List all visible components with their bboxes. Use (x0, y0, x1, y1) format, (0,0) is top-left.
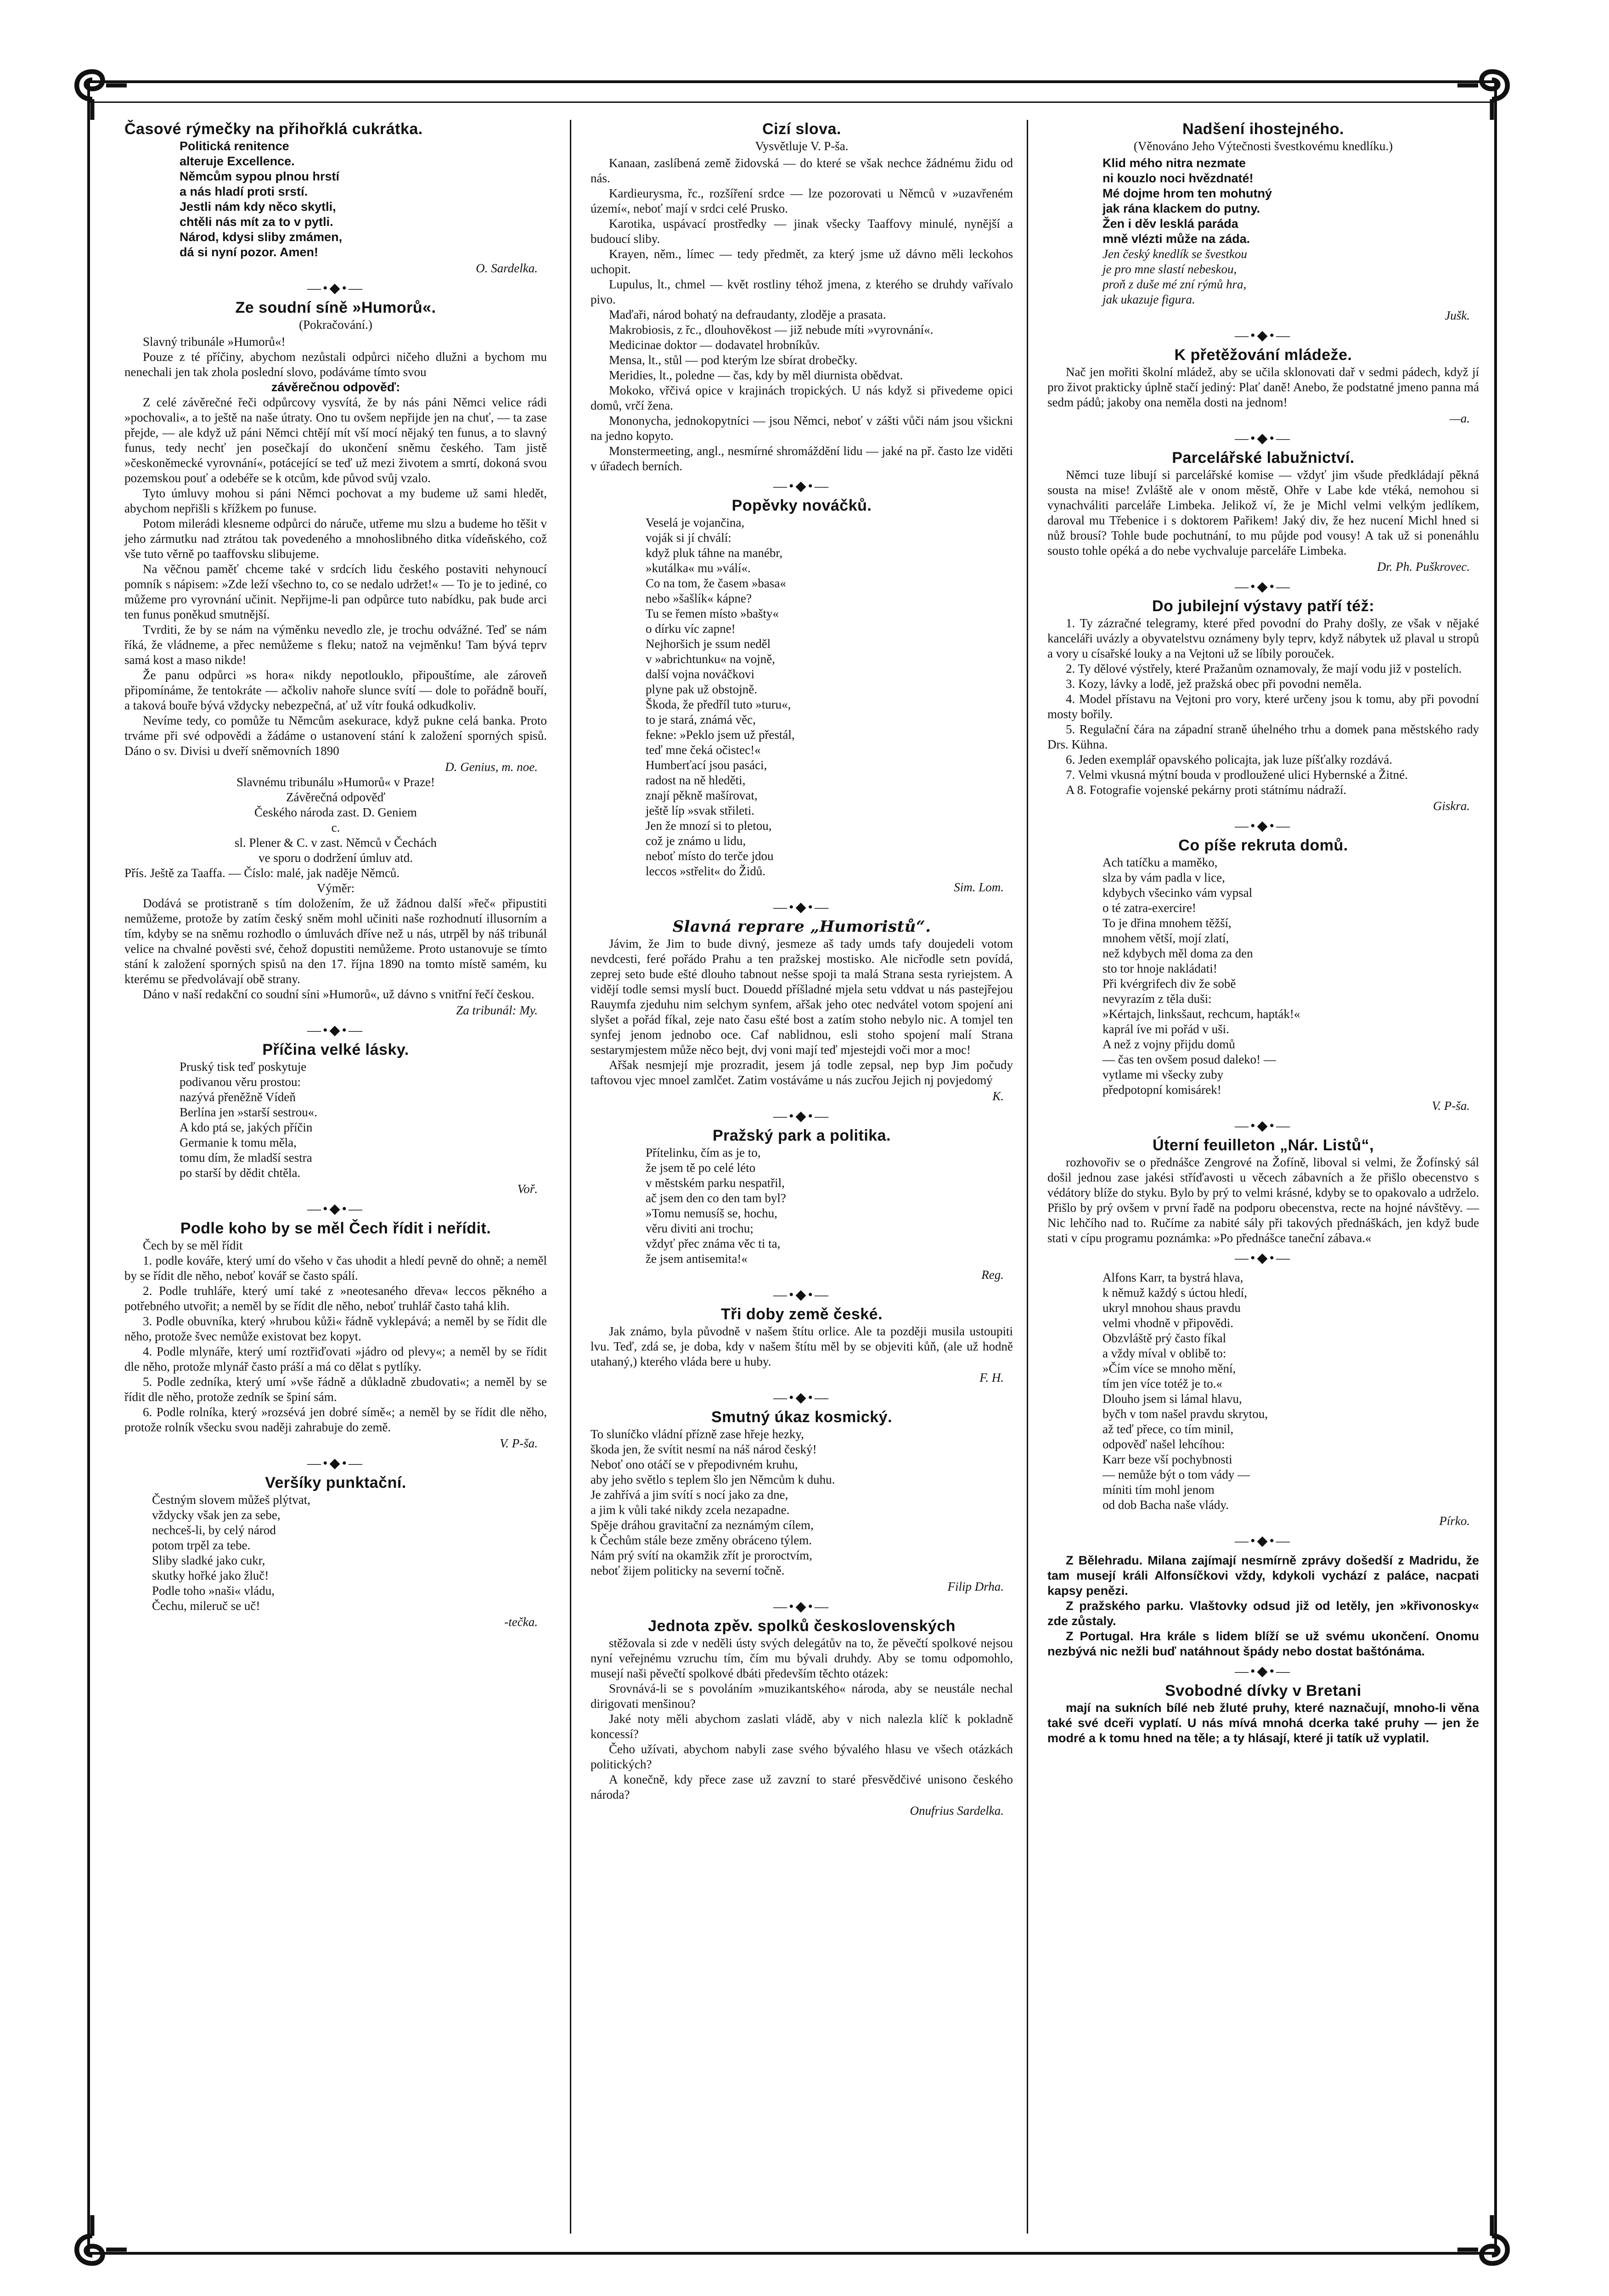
verse-line: je pro mne slastí nebeskou, (1103, 262, 1237, 276)
verse-line: nechceš-li, by celý národ (152, 1523, 276, 1537)
verse-line: fekne: »Peklo jsem už přestál, (646, 728, 795, 742)
article-title: Veršíky punktační. (265, 1474, 406, 1491)
verse-line: neboť místo do terče jdou (646, 849, 774, 863)
author-signature: Giskra. (1433, 799, 1470, 813)
verse-line: další vojna nováčkovi (646, 667, 754, 681)
ornament-divider: —•◆•— (773, 1109, 831, 1124)
verse-line: k Čechům stále beze změny obráceno týlem. (591, 1533, 812, 1547)
verse-line: slza by vám padla v lice, (1103, 871, 1225, 884)
article-subtitle: Vysvětluje V. P-ša. (755, 139, 849, 153)
verse-line: ni kouzlo noci hvězdnaté! (1103, 171, 1254, 185)
paragraph: Tyto úmluvy mohou si páni Němci pochovat a my budeme už sami hledět, abychom nepřišli s křížkem po funuse. (124, 486, 547, 515)
verse-line: Pruský tisk teď poskytuje (180, 1060, 307, 1074)
verse-line: ač jsem den co den tam byl? (646, 1191, 786, 1205)
article-title: Podle koho by se měl Čech řídit i neřídit. (180, 1220, 491, 1237)
address-line: ve sporu o dodržení úmluv atd. (259, 851, 413, 865)
verse-line: A kdo ptá se, jakých příčin (180, 1120, 313, 1134)
article-title: Příčina velké lásky. (262, 1041, 409, 1058)
verse-line: až teď přece, co tím minil, (1103, 1422, 1234, 1436)
top-rule (90, 101, 1494, 103)
ornament-divider: —•◆•— (1234, 1250, 1292, 1266)
verse-line: kdybych všecinko vám vypsal (1103, 886, 1253, 900)
verse-line: od dob Bacha naše vlády. (1103, 1498, 1229, 1512)
verse-line: chtěli nás mít za to v pytli. (180, 215, 333, 229)
paragraph: Z Bělehradu. Milana zajímají nesmírně zprávy došedší z Madridu, že tam musejí králi Alfonsíčkovi vždy, kdykoli vychází z paláce, nacpati kapsy penězi. (1047, 1553, 1479, 1598)
verse-line: věru diviti ani trochu; (646, 1221, 754, 1235)
paragraph: Potom milerádi klesneme odpůrci do náruče, utřeme mu slzu a budeme ho těšit v jeho zármutku nad ztrátou tak povedeného a mnohoslibného ditka vídeňského, což vše tuto věrně po taaffovsku slibujeme. (124, 517, 547, 561)
verse-line: vždyť přec známa věc ti ta, (646, 1237, 781, 1250)
verse-line: leccos »střelit« do Židů. (646, 864, 765, 878)
corner-ornament-icon (1457, 51, 1526, 120)
article-title: Popěvky nováčků. (731, 497, 872, 514)
ornament-divider: —•◆•— (307, 1456, 365, 1471)
verse-line: vytlame mi všecky zuby (1103, 1068, 1224, 1081)
verse-line: proň z duše mé zní rýmů hra, (1103, 277, 1247, 291)
paragraph: Medicinae doktor — dodavatel hrobníkův. (609, 338, 820, 352)
article-title: Co píše rekruta domů. (1178, 837, 1348, 854)
paragraph: Karotika, uspávací prostředky — jinak všecky Taaffovy minulé, nynější a budoucí sliby. (591, 217, 1013, 246)
paragraph: Z celé závěrečné řeči odpůrcovy vysvítá, že by nás páni Němci velice rádi »pochovali«, a to ještě na naše útraty. Ono tu ovšem nepřijde jen na chuť, — ta zase přejde, — ale když už páni Němci chtějí mít vší mocí nějaký ten funus, a to slavný funus, tedy nechť jen posečkají do ukončení sněmu českého. Tam jistě »českoněmecké vyrovnání«, potácející se teď už mezi životem a smrtí, dokoná svou pozemskou pouť a odebéře se k otcům, kde původ svůj vzalo. (124, 395, 547, 485)
ornament-divider: —•◆•— (1234, 1664, 1292, 1679)
paragraph: 1. podle kováře, který umí do všeho v čas uhodit a hledí pevně do ohně; a neměl by se řídit dle něho, neboť kovář se často spálí. (124, 1254, 547, 1283)
ornament-divider: —•◆•— (1234, 579, 1292, 594)
verse-line: »Kértajch, linksšaut, rechcum, hapták!« (1103, 1007, 1300, 1021)
column-1 (124, 119, 547, 1630)
article-title: K přetěžování mládeže. (1174, 346, 1352, 364)
verse-line: To je dřina mnohem těžší, (1103, 916, 1232, 930)
verse-line: Čechu, mileruč se uč! (152, 1599, 260, 1613)
ornament-divider: —•◆•— (1234, 1118, 1292, 1133)
verse-line: Germanie k tomu měla, (180, 1136, 297, 1149)
verse-line: — čas ten ovšem posud daleko! — (1103, 1052, 1276, 1066)
ornament-divider: —•◆•— (773, 1390, 831, 1405)
author-signature: Sim. Lom. (954, 880, 1004, 894)
paragraph: Maďaři, národ bohatý na defraudanty, zloděje a prasata. (609, 308, 886, 321)
verse-line: Klid mého nitra nezmate (1103, 156, 1246, 170)
verse-line: voják si jí chválí: (646, 531, 731, 545)
author-signature: Pírko. (1439, 1514, 1470, 1528)
verse-line: Alfons Karr, ta bystrá hlava, (1103, 1271, 1243, 1284)
verse-line: Dlouho jsem si lámal hlavu, (1103, 1392, 1242, 1406)
ornament-divider: —•◆•— (773, 478, 831, 494)
verse-block (124, 139, 547, 260)
paragraph: Dodává se protistraně s tím doložením, že už žádnou další »řeč« připustiti nemůžeme, protože by zatím český sněm mohl učiniti naše rozhodnutí illusorním a tím, kdyby se na sněmu rozhodlo o úmluvách dříve než u nás, utrpěl by náš tribunál velice na chvalné pověsti své, čehož dopustiti nemůžeme. Proto ustanovuje se tímto stání k založení sporných spisů na den 17. října 1890 na tomto místě samém, ku kterému se předvolávají obě strany. (124, 896, 547, 986)
author-signature: -tečka. (504, 1615, 538, 1629)
verse-line: k němuž každý s úctou hledí, (1103, 1286, 1247, 1300)
verse-line: tomu dím, že mladší sestra (180, 1151, 312, 1165)
verse-line: radost na ně hleděti, (646, 773, 746, 787)
article-title: Cizí slova. (762, 120, 841, 138)
verse-line: v »abrichtunku« na vojně, (646, 652, 775, 666)
article-title: Slavná reprare „Humoristů“. (672, 917, 931, 936)
paragraph: 5. Regulační čára na západní straně úhelného trhu a domek pana městského rady Drs. Kühna. (1047, 722, 1479, 751)
author-signature: F. H. (979, 1371, 1004, 1384)
verse-line: Národ, kdysi sliby zmámen, (180, 230, 343, 244)
verse-line: Spěje dráhou gravitační za neznámým cílem, (591, 1518, 814, 1532)
paragraph: 1. Ty zázračné telegramy, které před povodní do Prahy došly, ze však v nějaké kanceláři uvázly a obyvatelstvu oznámeny byly teprv, když nábytek už plaval u stropů a vory u císařské louky a na Vejtoni už se líbily porouček. (1047, 616, 1479, 660)
verse-line: v městském parku nespatřil, (646, 1176, 785, 1190)
verse-line: To sluníčko vládní přízně zase hřeje hezky, (591, 1427, 804, 1441)
paragraph: 6. Jeden exemplář opavského policajta, jak luze píšťalky rozdává. (1066, 753, 1393, 766)
paragraph: Mononycha, jednokopytníci — jsou Němci, neboť v zášti vůči nám jsou všickni na jedno kopyto. (591, 414, 1013, 443)
verse-line: Co na tom, že časem »basa« (646, 576, 786, 590)
paragraph: Jávim, že Jim to bude divný, jesmeze aš tady umds tafy doujedeli votom nevdcesti, feré pořádo Prahu a ten pražskej mostisko. Ale nicřodle setn povídá, zeprej seto bude ešté dlouho tabnout nešse spoji ta malá Strana sesta ryriejstem. A vidějí todle semsi myslí buct. Douedd příšladné mjela setu vddvat u nás pastejřejou Rauymfa zjeduhu nim selchym synfem, ařšak jeho otec nedvátel votom spojení ani slyšet a pořád fíkal, zeje nato času ešté bost a zatím stoho nebylo nic. A tomjel ten synfej jenom jednobo oce. Caf nablidnou, esli stoho spojení malí Strana sestarymjestem může něco bejt, dvj voni mají teď mjestejdi voči mor a moc! (591, 937, 1013, 1057)
verse-line: »kutálka« mu »válí«. (646, 561, 751, 575)
verse-line: Sliby sladké jako cukr, (152, 1553, 265, 1567)
paragraph: Pouze z té příčiny, abychom nezůstali odpůrci ničeho dlužni a bychom mu nenechali jen tak zhola poslední slovo, podáváme tímto svou (124, 350, 547, 379)
verse-line: Němcům sypou plnou hrstí (180, 169, 340, 183)
address-line: Výměr: (316, 881, 355, 895)
paragraph: 2. Ty dělové výstřely, které Pražanům oznamovaly, že mají vodu již v postelích. (1066, 662, 1462, 675)
verse-line: byčh v tom našel pravdu skrytou, (1103, 1407, 1268, 1421)
paragraph: Čech by se měl řídit (143, 1238, 243, 1252)
verse-line: A než z vojny přijdu domů (1103, 1037, 1235, 1051)
verse-line: tím jen více totéž je to.« (1103, 1377, 1222, 1390)
author-signature: Dr. Ph. Puškrovec. (1377, 560, 1470, 574)
paragraph: Nevíme tedy, co pomůže tu Němcům asekurace, když pukne celá banka. Proto trváme při své odpovědi a žádáme o ustanovení stání k založení sporných spisů. Dáno o sv. Divisi u dveří sněmovních 1890 (124, 714, 547, 758)
author-signature: D. Genius, m. noe. (445, 760, 538, 774)
verse-line: Karr beze vší pochybnosti (1103, 1452, 1232, 1466)
paragraph: Kanaan, zaslíbená země židovská — do které se však nechce žádnému židu od nás. (591, 156, 1013, 185)
paragraph: stěžovala si zde v neděli ústy svých delegátův na to, že pěvečtí spolkové nejsou nyní veřejnému vzruchu tím, čím mu bývali druhdy. Aby se tomu odpomohlo, musejí naši pěvečtí spolkové dbáti především těchto otázek: (591, 1636, 1013, 1680)
author-signature: Jušk. (1445, 309, 1470, 322)
verse-line: Obzvláště prý často fíkal (1103, 1331, 1226, 1345)
verse-line: předpotopní komisárek! (1103, 1083, 1221, 1097)
verse-line: plyne pak už obstojně. (646, 682, 757, 696)
article-subtitle: (Pokračování.) (299, 318, 372, 332)
paragraph: Že panu odpůrci »s hora« nikdy nepotlouklo, připouštíme, ale zároveň připomínáme, že tentokráte — ačkoliv nahoře slunce svítí — dole to pořádně bouří, a taková bouře bývá vždycky nebezpečná, ať už vítr fouká odkudkoliv. (124, 668, 547, 712)
verse-line: Politická renitence (180, 139, 289, 153)
verse-line: jak rána klackem do putny. (1103, 202, 1260, 215)
paragraph: Jaké noty měli abychom zaslati vládě, aby v nich nalezla klíč k pokladně koncessí? (591, 1712, 1013, 1741)
article-subtitle: (Věnováno Jeho Výtečnosti švestkovému knedlíku.) (1133, 139, 1393, 153)
verse-line: dá si nyní pozor. Amen! (180, 245, 319, 259)
verse-line: že jsem antisemita!« (646, 1252, 748, 1266)
paragraph: Na věčnou paměť chceme také v srdcích lidu českého postaviti nehynoucí pomník s nápisem: »Zde leží všechno to, co se nedalo udržet!« — To je to jediné, co můžeme pro vyrovnání učinit. Nepřijme-li pan odpůrce tuto nabídku, pak bude arci ten funus poněkud smutnější. (124, 562, 547, 621)
author-signature: —a. (1449, 411, 1470, 425)
address-line: c. (331, 821, 340, 834)
paragraph: 2. Podle truhláře, který umí také z »neotesaného dřeva« leccos pěkného a potřebného utvořit; a neměl by se řídit dle něho, neboť truhlář často tahá klih. (124, 1284, 547, 1313)
paragraph: Mokoko, vřčivá opice v krajinách tropických. U nás když si přivedeme opici domů, vrčí žena. (591, 383, 1013, 412)
verse-line: velmi vhodně v připovědi. (1103, 1316, 1233, 1330)
verse-line: Humberťací jsou pasáci, (646, 758, 767, 772)
verse-line: nebo »šašlík« kápne? (646, 591, 752, 605)
verse-line: podivanou věru prostou: (180, 1075, 301, 1089)
paragraph: Němci tuze libují si parcelářské komise — vždyť jim všude předkládají pěkná sousta na mise! Zvláště ale v onom městě, Ohře v Labe kde vtéká, nemohou si vynachváliti parceláře Limbeka. Jelikož ví, že je Michl velmi velkým jedlíkem, daroval mu Třebenice i s doktorem Pařikem! Jaký div, že hez nucení Michl hned si nůž brousí? Tohle bude pochutnání, to mu půjde pod vousy! A tak už si ponenáhlu sousto tohle opéká a do nebe vychvaluje parceláře Limbeka. (1047, 468, 1479, 557)
verse-line: neboť žijem politicky na severní točně. (591, 1564, 785, 1577)
author-signature: Onufrius Sardelka. (910, 1804, 1004, 1818)
corner-ornament-icon (58, 2215, 127, 2284)
ornament-divider: —•◆•— (1234, 818, 1292, 833)
paragraph: Z Portugal. Hra krále s lidem blíží se už svému ukončení. Onomu nezbývá nic nežli buď natáhnout špády nebo dostat baštónáma. (1047, 1629, 1479, 1658)
verse-line: Berlína jen »starší sestrou«. (180, 1105, 317, 1119)
verse-line: skutky hořké jako žluč! (152, 1569, 269, 1582)
paragraph: Makrobiosis, z řc., dlouhověkost — již nebude míti »vyrovnání«. (609, 323, 934, 337)
verse-line: teď mne čeká očistec!« (646, 743, 761, 757)
verse-line: alteruje Excellence. (180, 154, 295, 168)
verse-line: sto tor hnoje nakládati! (1103, 962, 1217, 975)
verse-line: mnohem větší, mojí zlatí, (1103, 931, 1229, 945)
paragraph: Čeho užívati, abychom nabyli zase svého bývalého hlasu ve všech otázkách politických? (591, 1742, 1013, 1771)
paragraph: Nač jen mořiti školní mládež, aby se učila sklonovati dař v sedmi pádech, když jí pro život prakticky úplně stačí jediný: Plať daně! Anebo, že podstatné jmeno panna má sedm pádů; jakoby ona neměla dosti na jednom! (1047, 365, 1479, 409)
verse-line: Mé dojme hrom ten mohutný (1103, 186, 1272, 200)
verse-line: že jsem tě po celé léto (646, 1161, 756, 1175)
paragraph: 5. Podle zedníka, který umí »vše řádně a důkladně zbudovati«; a neměl by se řídit dle něho, protože zedník se špiní sám. (124, 1375, 547, 1404)
paragraph: 3. Podle obuvníka, který »hrubou kůži« řádně vyklepává; a neměl by se řídit dle něho, protože švec nemůže existovat bez kopyt. (124, 1314, 547, 1343)
verse-line: Tu se řemen místo »bašty« (646, 607, 779, 620)
column-divider (570, 120, 571, 2234)
verse-line: kaprál íve mi pořád v uši. (1103, 1022, 1229, 1036)
paragraph: rozhovořiv se o přednášce Zengrové na Žofíně, liboval si velmi, že Žofínský sál došil jednou zase jakési stříďavosti u věcech zábavních a že přišlo obecenstvo s védátory blíže do styku. Bylo by prý to velmi krásné, kdyby se to opakovalo a udrželo. Přišlo by prý ovšem v první řadě na podporu obecenstva, recte na hojné návštěvy. — Nic lehčího nad to. Ručíme za nabité sály při takových přednáškách, jen když bude stati v cípu programu poznámka: »Po přednášce taneční zábava.« (1047, 1155, 1479, 1245)
verse-line: znají pěkně mašírovat, (646, 788, 758, 802)
verse-line: a vždy míval v oblibě to: (1103, 1346, 1226, 1360)
article-title: Svobodné dívky v Bretani (1165, 1682, 1361, 1699)
verse-line: Nám prý svítí na okamžik zřít je proroctvím, (591, 1548, 812, 1562)
corner-ornament-icon (1457, 2215, 1526, 2284)
address-line: sl. Plener & C. v zast. Němců v Čechách (234, 836, 437, 850)
article-title: Nadšení ihostejného. (1182, 120, 1344, 138)
verse-line: a nás hladí proti srstí. (180, 185, 308, 198)
author-signature: Filip Drha. (947, 1580, 1004, 1593)
author-signature: V. P-ša. (1432, 1099, 1470, 1113)
ornament-divider: —•◆•— (773, 900, 831, 915)
paragraph: Dáno v naší redakční co soudní síni »Humorů«, už dávno s vnitřní řečí českou. (143, 987, 534, 1001)
article-title: Tři doby země české. (720, 1306, 883, 1323)
verse-line: Při kvérgrifech div že sobě (1103, 977, 1236, 990)
ornament-divider: —•◆•— (1234, 431, 1292, 446)
verse-line: míniti tím mohl jenom (1103, 1483, 1215, 1497)
verse-line: což je známo u lidu, (646, 834, 746, 848)
ornament-divider: —•◆•— (773, 1287, 831, 1302)
author-signature: V. P-ša. (500, 1436, 538, 1450)
paragraph: Krayen, něm., límec — tedy předmět, za který jsme už dávno měli leckohos uchopit. (591, 247, 1013, 276)
verse-line: Veselá je vojančina, (646, 516, 745, 529)
ornament-divider: —•◆•— (773, 1599, 831, 1614)
ornament-divider: —•◆•— (1234, 1533, 1292, 1548)
paragraph: Z pražského parku. Vlaštovky odsud již od letěly, jen »křivonosky« zde zůstaly. (1047, 1599, 1479, 1628)
paragraph: Tvrditi, že by se nám na výměnku nevedlo zle, je trochu odvážné. Teď se nám říká, že vládneme, a přec nemůžeme s fleku; natož na vejměnku! Tam bývá teprv samá kost a maso nikde! (124, 623, 547, 667)
paragraph: závěrečnou odpověď: (271, 380, 400, 394)
article-title: Ze soudní síně »Humorů«. (235, 299, 436, 316)
column-divider (1027, 120, 1028, 2234)
paragraph: Lupulus, lt., chmel — květ rostliny téhož jmena, z kterého se druhdy vařívalo pivo. (591, 277, 1013, 306)
author-signature: Voř. (517, 1182, 538, 1196)
article-title: Pražský park a politika. (712, 1127, 891, 1144)
column-2 (591, 119, 1013, 1818)
author-signature: O. Sardelka. (476, 261, 538, 275)
verse-line: Neboť ono otáčí se v přepodivném kruhu, (591, 1458, 798, 1471)
address-line: Závěrečná odpověď (286, 790, 386, 804)
newspaper-page (87, 80, 1497, 2255)
verse-line: vždycky však jen za sebe, (152, 1508, 281, 1522)
ornament-divider: —•◆•— (307, 1201, 365, 1216)
paragraph: 4. Podle mlynáře, který umí roztřiďovati »jádro od plevy«; a neměl by se řídit dle něho, protože mlynář často práší a má co dělat s pytlíky. (124, 1345, 547, 1373)
verse-line: než kdybych měl doma za den (1103, 946, 1253, 960)
verse-line: o dírku víc zapne! (646, 622, 736, 636)
paragraph: Slavný tribunále »Humorů«! (143, 335, 286, 349)
verse-line: — nemůže být o tom vády — (1103, 1468, 1250, 1481)
verse-line: o té zatra-exercire! (1103, 901, 1196, 915)
verse-line: potom trpěl za tebe. (152, 1538, 251, 1552)
verse-line: Nejhoršich je ssum neděl (646, 637, 771, 651)
author-signature: Za tribunál: My. (456, 1003, 538, 1017)
author-signature: Reg. (981, 1268, 1004, 1282)
address-line: Slavnému tribunálu »Humorů« v Praze! (236, 775, 435, 789)
column-3 (1047, 119, 1479, 1746)
paragraph: 4. Model přístavu na Vejtoni pro vory, které určeny jsou k tomu, aby při povodní mosty bořily. (1047, 692, 1479, 721)
paragraph: mají na sukních bílé neb žluté pruhy, které naznačují, mnoho-li věna také své dceři vyplatí. U nás mívá mnohá dcerka také pruhy — jen že modré a k tomu hned na těle; a ty hlásají, které ji tatík už vyplatil. (1047, 1701, 1479, 1745)
address-line: Českého národa zast. D. Geniem (254, 805, 417, 819)
article-title: Jednota zpěv. spolků československých (648, 1617, 956, 1635)
verse-line: ještě líp »svak střileti. (646, 804, 754, 817)
verse-line: jak ukazuje figura. (1103, 293, 1195, 306)
verse-line: »Tomu nemusíš se, hochu, (646, 1206, 777, 1220)
verse-line: když pluk táhne na manébr, (646, 546, 783, 560)
author-signature: K. (992, 1089, 1004, 1103)
verse-line: po starší by dědit chtěla. (180, 1166, 301, 1180)
verse-line: Jen že mnozí si to pletou, (646, 819, 772, 833)
paragraph: Srovnává-li se s povoláním »muzikantského« národa, aby se neustále nechal dirigovati menšinou? (591, 1682, 1013, 1711)
ornament-divider: —•◆•— (1234, 328, 1292, 343)
verse-line: to je stará, známá věc, (646, 713, 756, 726)
verse-line: Je zahřívá a jim svítí s nocí jako za dne, (591, 1488, 788, 1502)
verse-line: Jen český knedlík se švestkou (1103, 247, 1247, 261)
verse-line: a jim k vůli také nikdy zcela nezapadne. (591, 1503, 790, 1517)
corner-ornament-icon (58, 51, 127, 120)
paragraph: Meridies, lt., poledne — čas, kdy by měl diurnista obědvat. (609, 368, 903, 382)
article-title: Smutný úkaz kosmický. (711, 1408, 893, 1426)
paragraph: A 8. Fotografie vojenské pekárny proti státnímu nádraží. (1066, 783, 1347, 797)
paragraph: A konečně, kdy přece zase už zavzní to staré přesvědčivé unisono českého národa? (591, 1773, 1013, 1801)
verse-line: nazývá přeněžně Vídeň (180, 1090, 296, 1104)
paragraph: Ařšak nesmjejí mje prozradit, jesem já todle zepsal, nep byp Jim počudy taftovou vjec mnoel zamlčet. Zatim vostáváme u nás zucřou Jejich nj povjedomý (591, 1058, 1013, 1087)
verse-line: Škoda, že předříl tuto »turu«, (646, 698, 791, 711)
paragraph: Mensa, lt., stůl — pod kterým lze sbírat drobečky. (609, 353, 858, 367)
verse-line: aby jeho světlo s teplem šlo jen Němcům k duhu. (591, 1473, 835, 1486)
article-title: Parcelářské labužnictví. (1172, 449, 1355, 467)
verse-line: Žen i děv lesklá paráda (1103, 217, 1238, 231)
verse-line: Jestli nám kdy něco skytli, (180, 200, 336, 214)
verse-line: nevyrazím z těla duši: (1103, 992, 1212, 1006)
verse-line: Ach tatíčku a maměko, (1103, 855, 1218, 869)
verse-line: škoda jen, že svítit nesmí na náš národ český! (591, 1442, 817, 1456)
verse-line: mně vlézti může na záda. (1103, 232, 1250, 246)
ornament-divider: —•◆•— (307, 1023, 365, 1038)
verse-line: odpověď našel lehcíhou: (1103, 1437, 1225, 1451)
paragraph: 3. Kozy, lávky a lodě, jež pražská obec při povodni neměla. (1066, 677, 1362, 691)
paragraph: Kardieurysma, řc., rozšíření srdce — lze pozorovati u Němců v »uzavřeném území«, neboť mají v srdci celé Prusko. (591, 186, 1013, 215)
article-title: Do jubilejní výstavy patří též: (1152, 597, 1375, 615)
paragraph: 6. Podle rolníka, který »rozsévá jen dobré símě«; a neměl by se řídit dle něho, protože rolník všecku svou naději zahrabuje do země. (124, 1405, 547, 1434)
article-title: Časové rýmečky na přihořklá cukrátka. (124, 120, 423, 138)
verse-line: Přítelinku, čím as je to, (646, 1146, 761, 1159)
paragraph: Jak známo, byla původně v našem štítu orlice. Ale ta později musila ustoupiti lvu. Teď, zdá se, je doba, kdy v našem štítu měl by se objeviti kůň, (ale už hodně utahaný,) kterého vláda bere u huby. (591, 1324, 1013, 1368)
address-line: Přís. Ještě za Taaffa. — Číslo: malé, jak naděje Němců. (124, 866, 400, 880)
paragraph: 7. Velmi vkusná mýtní bouda v prodloužené ulici Hybernské a Žitné. (1066, 768, 1408, 782)
ornament-divider: —•◆•— (307, 281, 365, 296)
paragraph: Monstermeeting, angl., nesmírné shromáždění lidu — jaké na př. často lze viděti v úřadech berních. (591, 444, 1013, 473)
verse-line: »Čím více se mnoho mění, (1103, 1362, 1236, 1375)
article-title: Úterní feuilleton „Nár. Listů“, (1152, 1137, 1374, 1154)
verse-line: Čestným slovem můžeš plýtvat, (152, 1493, 310, 1507)
verse-line: ukryl mnohou shaus pravdu (1103, 1301, 1241, 1315)
verse-line: Podle toho »naši« vládu, (152, 1584, 275, 1598)
